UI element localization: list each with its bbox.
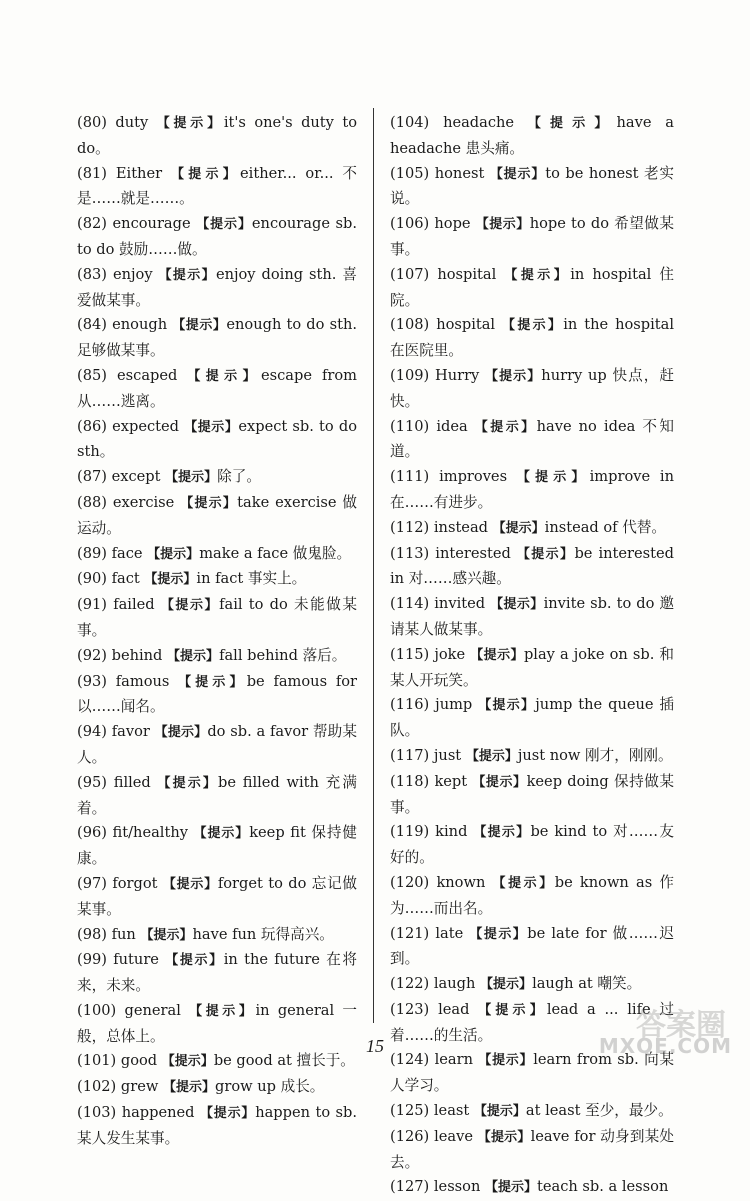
entry-tip: 【提示】 bbox=[162, 876, 218, 892]
entry-word: lesson bbox=[433, 1178, 481, 1196]
entry-item bbox=[390, 1099, 674, 1125]
entry-number: (125) bbox=[390, 1102, 430, 1120]
entry-definition: lead a ... life 过着……的生活。 bbox=[390, 1000, 674, 1044]
entry-item bbox=[390, 1175, 674, 1201]
entry-tip: 【提示】 bbox=[477, 1129, 531, 1145]
entry-definition: in general 一般，总体上。 bbox=[77, 1001, 358, 1045]
entry-number: (114) bbox=[390, 595, 430, 613]
entry-number: (80) bbox=[77, 114, 107, 131]
watermark-logo bbox=[597, 1000, 732, 1058]
entry-number: (102) bbox=[77, 1078, 117, 1096]
entry-definition: hope to do 希望做某事。 bbox=[390, 215, 675, 258]
watermark-text: MXQE.COM bbox=[598, 1034, 732, 1058]
entry-word: expected bbox=[112, 417, 180, 435]
entry-definition: instead of 代替。 bbox=[544, 518, 667, 536]
entry-item bbox=[77, 1101, 357, 1152]
entry-number: (118) bbox=[390, 772, 430, 790]
entry-definition: fail to do 未能做某事。 bbox=[77, 596, 358, 639]
entry-word: hope bbox=[434, 215, 471, 233]
entry-item bbox=[390, 972, 674, 998]
entry-word: learn bbox=[434, 1051, 473, 1069]
entry-definition: do sb. a favor 帮助某人。 bbox=[77, 723, 357, 766]
entry-word: Hurry bbox=[434, 366, 480, 384]
entry-word: good bbox=[120, 1052, 158, 1070]
entry-item bbox=[77, 872, 357, 923]
entry-word: failed bbox=[113, 596, 155, 614]
entry-word: favor bbox=[111, 723, 150, 741]
entry-number: (108) bbox=[390, 316, 430, 334]
entry-word: face bbox=[111, 544, 143, 562]
entry-tip: 【提示】 bbox=[160, 598, 220, 614]
entry-item bbox=[390, 516, 674, 542]
entry-item bbox=[390, 364, 674, 415]
entry-tip: 【提示】 bbox=[172, 318, 227, 334]
entry-definition: invite sb. to do 邀请某人做某事。 bbox=[390, 595, 674, 638]
entry-word: future bbox=[113, 951, 159, 969]
entry-number: (123) bbox=[390, 1000, 430, 1018]
entry-item bbox=[77, 593, 357, 644]
entry-word: headache bbox=[443, 114, 515, 131]
entry-item bbox=[390, 770, 674, 821]
entry-number: (117) bbox=[390, 746, 430, 764]
entry-tip: 【提示】 bbox=[492, 520, 545, 536]
entry-number: (101) bbox=[77, 1052, 117, 1070]
entry-tip: 【提示】 bbox=[527, 116, 617, 131]
entry-item bbox=[77, 263, 357, 314]
entry-item bbox=[390, 643, 674, 694]
entry-word: forgot bbox=[112, 874, 158, 892]
entry-item bbox=[390, 111, 674, 162]
entry-number: (91) bbox=[77, 596, 107, 614]
entry-tip: 【提示】 bbox=[184, 419, 239, 435]
entry-number: (115) bbox=[390, 645, 430, 663]
entry-word: enough bbox=[112, 316, 168, 334]
entry-item bbox=[390, 465, 674, 516]
entry-tip: 【提示】 bbox=[470, 647, 524, 663]
entry-number: (112) bbox=[390, 518, 430, 536]
entry-definition: fall behind 落后。 bbox=[219, 646, 347, 664]
entry-definition: at least 至少，最少。 bbox=[525, 1102, 673, 1120]
entry-definition: have a headache 患头痛。 bbox=[390, 114, 675, 157]
entry-number: (124) bbox=[390, 1051, 430, 1069]
entry-word: kept bbox=[434, 772, 468, 790]
entry-tip: 【提示】 bbox=[140, 927, 193, 943]
entry-word: least bbox=[433, 1102, 470, 1120]
entry-word: Either bbox=[115, 164, 163, 182]
entry-item bbox=[77, 364, 357, 415]
entry-item bbox=[77, 720, 357, 771]
entry-item bbox=[390, 1125, 674, 1176]
entry-number: (122) bbox=[390, 975, 430, 993]
entry-word: hospital bbox=[437, 265, 497, 283]
entry-word: kind bbox=[435, 823, 468, 841]
entry-definition: in the future 在将来，未来。 bbox=[77, 951, 358, 995]
entry-definition: expect sb. to do sth。 bbox=[77, 417, 358, 461]
entry-item bbox=[77, 821, 357, 872]
entry-tip: 【提示】 bbox=[189, 1003, 256, 1019]
entry-word: late bbox=[435, 924, 464, 942]
entry-word: jump bbox=[435, 696, 473, 714]
entry-word: happened bbox=[121, 1104, 195, 1122]
entry-word: just bbox=[433, 746, 462, 764]
entry-definition: play a joke on sb. 和某人开玩笑。 bbox=[390, 645, 674, 689]
entry-tip: 【提示】 bbox=[478, 698, 536, 714]
entry-number: (96) bbox=[77, 824, 107, 842]
entry-number: (82) bbox=[77, 215, 107, 233]
entry-item bbox=[77, 313, 357, 364]
entry-number: (120) bbox=[390, 873, 430, 891]
entry-item bbox=[77, 644, 357, 670]
column-divider bbox=[373, 108, 374, 1023]
entry-word: encourage bbox=[112, 215, 191, 233]
entry-item bbox=[390, 820, 674, 871]
entry-tip: 【提示】 bbox=[162, 1080, 215, 1096]
entry-item bbox=[77, 670, 357, 721]
entry-number: (84) bbox=[77, 316, 107, 334]
entry-definition: keep doing 保持做某事。 bbox=[390, 772, 675, 816]
entry-definition: just now 刚才，刚刚。 bbox=[517, 746, 673, 764]
entry-definition: happen to sb. 某人发生某事。 bbox=[77, 1104, 358, 1147]
entry-number: (94) bbox=[77, 723, 107, 741]
entry-tip: 【提示】 bbox=[165, 470, 218, 486]
entry-number: (86) bbox=[77, 417, 107, 435]
entry-number: (107) bbox=[390, 265, 430, 283]
entry-tip: 【提示】 bbox=[158, 267, 216, 283]
entry-tip: 【提示】 bbox=[472, 774, 527, 790]
entry-definition: take exercise 做运动。 bbox=[77, 493, 358, 537]
entry-definition: be good at 擅长于。 bbox=[213, 1052, 355, 1070]
entry-definition: enjoy doing sth. 喜爱做某事。 bbox=[77, 265, 358, 309]
entry-item bbox=[390, 263, 674, 314]
entry-word: fact bbox=[111, 570, 140, 588]
entry-word: idea bbox=[436, 417, 468, 435]
entry-tip: 【提示】 bbox=[180, 495, 238, 511]
entry-definition: encourage sb. to do 鼓励……做。 bbox=[77, 215, 357, 258]
entry-number: (110) bbox=[390, 417, 430, 435]
entry-definition: either... or... 不是……就是……。 bbox=[77, 164, 357, 208]
entry-tip: 【提示】 bbox=[502, 318, 564, 334]
entry-tip: 【提示】 bbox=[473, 1104, 526, 1120]
entry-definition: to be honest 老实说。 bbox=[390, 164, 674, 208]
entry-tip: 【提示】 bbox=[147, 546, 200, 562]
entry-number: (126) bbox=[390, 1127, 430, 1145]
entry-word: laugh bbox=[433, 975, 476, 993]
entry-definition: be filled with 充满着。 bbox=[77, 773, 357, 817]
entry-word: invited bbox=[434, 595, 486, 613]
entry-item bbox=[77, 771, 357, 822]
entry-number: (105) bbox=[390, 164, 430, 182]
entry-tip: 【提示】 bbox=[178, 674, 247, 690]
entry-item bbox=[77, 542, 357, 568]
entry-number: (85) bbox=[77, 366, 107, 384]
entry-item bbox=[77, 923, 357, 949]
entry-tip: 【提示】 bbox=[485, 1180, 538, 1196]
entry-definition: have no idea 不知道。 bbox=[390, 417, 674, 461]
entry-word: known bbox=[436, 873, 486, 891]
entry-item bbox=[77, 948, 357, 999]
entry-tip: 【提示】 bbox=[478, 1002, 547, 1018]
entry-item bbox=[390, 922, 674, 973]
entry-definition: keep fit 保持健康。 bbox=[77, 824, 357, 868]
entry-definition: in hospital 住院。 bbox=[390, 265, 675, 309]
entry-item bbox=[77, 567, 357, 593]
entry-tip: 【提示】 bbox=[199, 1106, 256, 1122]
entry-word: interested bbox=[435, 544, 511, 562]
entry-item bbox=[390, 313, 674, 364]
entry-tip: 【提示】 bbox=[144, 572, 197, 588]
entry-item bbox=[77, 415, 357, 466]
entry-tip: 【提示】 bbox=[165, 953, 224, 969]
entry-number: (88) bbox=[77, 493, 107, 511]
entry-definition: be interested in 对……感兴趣。 bbox=[390, 544, 674, 588]
entry-definition: forget to do 忘记做某事。 bbox=[77, 874, 357, 918]
entry-definition: jump the queue 插队。 bbox=[390, 696, 675, 740]
entry-number: (89) bbox=[77, 544, 107, 562]
entry-tip: 【提示】 bbox=[473, 825, 531, 841]
entry-definition: in fact 事实上。 bbox=[196, 570, 307, 588]
entry-word: famous bbox=[115, 672, 170, 690]
entry-word: except bbox=[111, 468, 161, 486]
entry-word: joke bbox=[434, 645, 466, 663]
entry-number: (93) bbox=[77, 672, 107, 690]
page-number: 15 bbox=[366, 1036, 384, 1056]
entry-tip: 【提示】 bbox=[187, 368, 261, 384]
entry-definition: make a face 做鬼脸。 bbox=[199, 544, 352, 562]
entry-number: (92) bbox=[77, 646, 107, 664]
entry-word: lead bbox=[438, 1000, 470, 1018]
entry-definition: enough to do sth. 足够做某事。 bbox=[77, 316, 357, 360]
entry-definition: learn from sb. 向某人学习。 bbox=[390, 1051, 674, 1095]
entry-item bbox=[77, 491, 357, 542]
entry-item bbox=[390, 162, 674, 213]
entry-tip: 【提示】 bbox=[161, 1054, 214, 1070]
entry-tip: 【提示】 bbox=[516, 470, 590, 486]
entry-number: (113) bbox=[390, 544, 430, 562]
entry-definition: 除了。 bbox=[217, 468, 261, 486]
entry-definition: be known as 作为……而出名。 bbox=[390, 873, 674, 917]
entry-word: fun bbox=[111, 925, 136, 943]
entry-tip: 【提示】 bbox=[469, 926, 528, 942]
entry-item bbox=[390, 542, 674, 593]
entry-tip: 【提示】 bbox=[170, 166, 241, 182]
entry-number: (99) bbox=[77, 951, 107, 969]
entry-definition: improve in 在……有进步。 bbox=[390, 468, 675, 511]
entry-item bbox=[77, 212, 357, 263]
entry-tip: 【提示】 bbox=[157, 775, 218, 791]
entry-number: (95) bbox=[77, 773, 107, 791]
entry-definition: laugh at 嘲笑。 bbox=[532, 975, 642, 993]
entry-tip: 【提示】 bbox=[193, 826, 250, 842]
entry-item bbox=[390, 693, 674, 744]
entry-definition: leave for 动身到某处去。 bbox=[390, 1127, 674, 1171]
entry-definition: be kind to 对……友好的。 bbox=[390, 823, 674, 867]
entry-definition: teach sb. a lesson bbox=[537, 1178, 669, 1196]
entry-definition: grow up 成长。 bbox=[215, 1078, 325, 1096]
left-column bbox=[77, 111, 357, 1152]
entry-item bbox=[77, 465, 357, 491]
entry-definition: it's one's duty to do。 bbox=[77, 114, 357, 157]
entry-word: exercise bbox=[112, 493, 175, 511]
entry-word: grew bbox=[120, 1078, 159, 1096]
entry-number: (104) bbox=[390, 114, 430, 131]
entry-tip: 【提示】 bbox=[492, 875, 555, 891]
entry-item bbox=[77, 1075, 357, 1101]
entry-definition: escape from 从……逃离。 bbox=[77, 366, 358, 410]
entry-item bbox=[390, 592, 674, 643]
entry-number: (87) bbox=[77, 468, 107, 486]
entry-number: (103) bbox=[77, 1104, 117, 1122]
entry-item bbox=[390, 212, 674, 263]
entry-word: duty bbox=[115, 114, 149, 131]
entry-word: escaped bbox=[117, 366, 178, 384]
entry-number: (116) bbox=[390, 696, 430, 714]
entry-tip: 【提示】 bbox=[485, 368, 542, 384]
entry-word: honest bbox=[434, 164, 485, 182]
entry-word: hospital bbox=[436, 316, 496, 334]
entry-tip: 【提示】 bbox=[154, 725, 208, 741]
entry-number: (100) bbox=[77, 1001, 117, 1019]
entry-tip: 【提示】 bbox=[465, 748, 518, 764]
entry-number: (106) bbox=[390, 215, 430, 233]
entry-tip: 【提示】 bbox=[474, 419, 537, 435]
entry-number: (98) bbox=[77, 925, 107, 943]
entry-number: (111) bbox=[390, 468, 430, 486]
entry-definition: be famous for 以……闻名。 bbox=[77, 672, 358, 716]
entry-definition: hurry up 快点，赶快。 bbox=[390, 366, 675, 410]
entry-tip: 【提示】 bbox=[478, 1053, 534, 1069]
entry-tip: 【提示】 bbox=[196, 217, 252, 233]
entry-tip: 【提示】 bbox=[475, 217, 530, 233]
entry-tip: 【提示】 bbox=[516, 546, 575, 562]
entry-item bbox=[390, 744, 674, 770]
entry-word: general bbox=[124, 1001, 181, 1019]
entry-number: (109) bbox=[390, 366, 430, 384]
entry-tip: 【提示】 bbox=[504, 267, 571, 283]
entry-word: behind bbox=[111, 646, 163, 664]
entry-number: (97) bbox=[77, 874, 107, 892]
entry-tip: 【提示】 bbox=[489, 166, 546, 182]
entry-word: enjoy bbox=[112, 265, 153, 283]
entry-tip: 【提示】 bbox=[156, 116, 224, 131]
entry-number: (90) bbox=[77, 570, 107, 588]
entry-tip: 【提示】 bbox=[167, 648, 220, 664]
entry-item bbox=[390, 415, 674, 466]
entry-item bbox=[77, 111, 357, 162]
entry-item bbox=[390, 871, 674, 922]
entry-word: instead bbox=[433, 518, 488, 536]
entry-word: leave bbox=[434, 1127, 473, 1145]
entry-definition: have fun 玩得高兴。 bbox=[192, 925, 334, 943]
entry-number: (119) bbox=[390, 823, 430, 841]
entry-number: (81) bbox=[77, 164, 107, 182]
entry-number: (121) bbox=[390, 924, 430, 942]
watermark-logo-mark: 答案圈 bbox=[636, 1008, 726, 1043]
entry-number: (127) bbox=[390, 1178, 430, 1196]
entry-number: (83) bbox=[77, 265, 107, 283]
entry-word: improves bbox=[439, 468, 508, 486]
entry-word: filled bbox=[113, 773, 151, 791]
entry-definition: be late for 做……迟到。 bbox=[390, 924, 674, 968]
entry-tip: 【提示】 bbox=[490, 597, 544, 613]
entry-definition: in the hospital 在医院里。 bbox=[390, 316, 674, 360]
entry-tip: 【提示】 bbox=[480, 977, 533, 993]
entry-item bbox=[77, 162, 357, 213]
entry-word: fit/healthy bbox=[112, 824, 188, 842]
